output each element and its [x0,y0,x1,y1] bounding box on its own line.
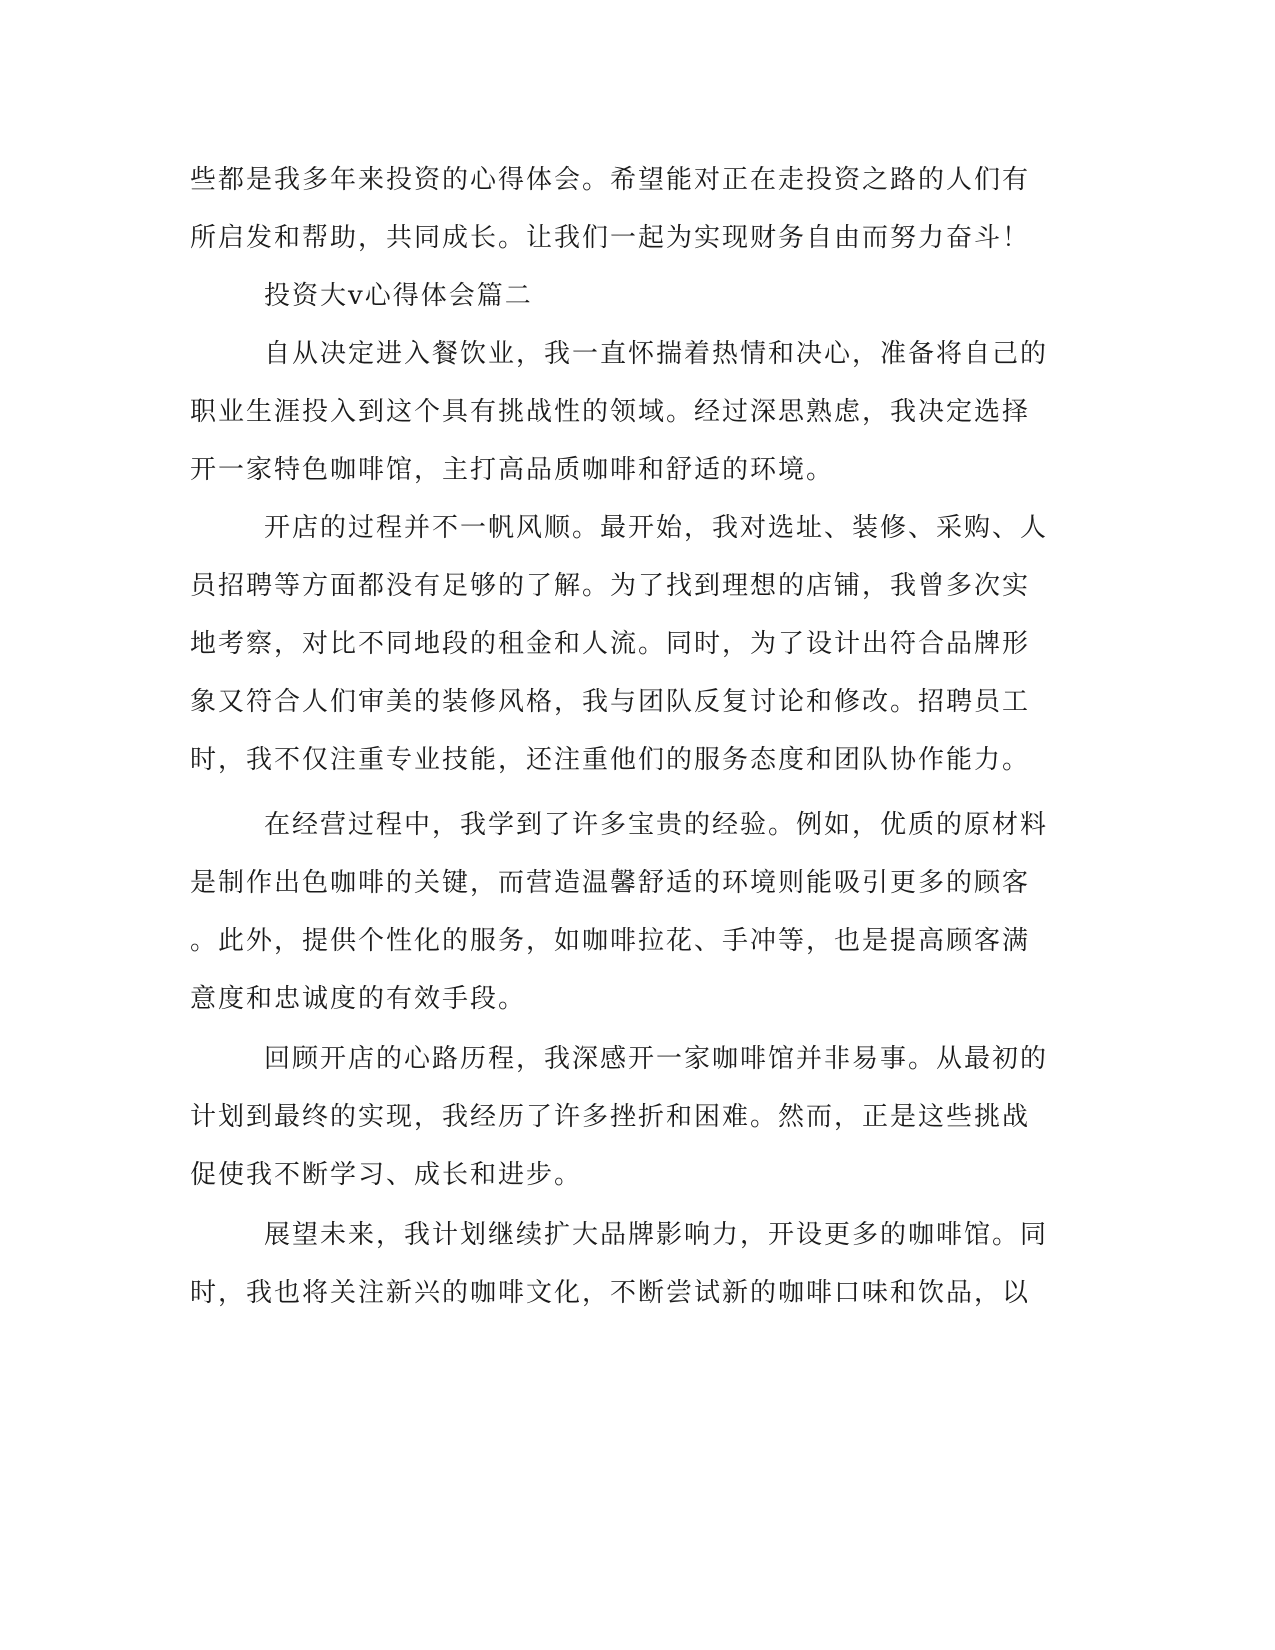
text-line: 开一家特色咖啡馆，主打高品质咖啡和舒适的环境。 [190,455,835,485]
text-line: 些都是我多年来投资的心得体会。希望能对正在走投资之路的人们有 [190,165,1031,195]
text-line: 职业生涯投入到这个具有挑战性的领域。经过深思熟虑，我决定选择 [190,397,1031,427]
text-line: 回顾开店的心路历程，我深感开一家咖啡馆并非易事。从最初的 [264,1044,1049,1074]
section-heading: 投资大v心得体会篇二 [264,281,533,311]
text-line: 促使我不断学习、成长和进步。 [190,1160,583,1190]
text-line: 在经营过程中，我学到了许多宝贵的经验。例如，优质的原材料 [264,810,1049,840]
text-line: 象又符合人们审美的装修风格，我与团队反复讨论和修改。招聘员工 [190,687,1031,717]
text-line: 时，我也将关注新兴的咖啡文化，不断尝试新的咖啡口味和饮品，以 [190,1278,1031,1308]
text-line: 开店的过程并不一帆风顺。最开始，我对选址、装修、采购、人 [264,513,1049,543]
text-line: 意度和忠诚度的有效手段。 [190,984,527,1014]
text-line: 计划到最终的实现，我经历了许多挫折和困难。然而，正是这些挑战 [190,1102,1031,1132]
text-line: 是制作出色咖啡的关键，而营造温馨舒适的环境则能吸引更多的顾客 [190,868,1031,898]
text-line: 展望未来，我计划继续扩大品牌影响力，开设更多的咖啡馆。同 [264,1220,1049,1250]
text-line: 时，我不仅注重专业技能，还注重他们的服务态度和团队协作能力。 [190,745,1031,775]
text-line: 员招聘等方面都没有足够的了解。为了找到理想的店铺，我曾多次实 [190,571,1031,601]
text-line: 所启发和帮助，共同成长。让我们一起为实现财务自由而努力奋斗！ [190,223,1031,253]
text-line: 自从决定进入餐饮业，我一直怀揣着热情和决心，准备将自己的 [264,339,1049,369]
text-line: 。此外，提供个性化的服务，如咖啡拉花、手冲等，也是提高顾客满 [190,926,1031,956]
text-line: 地考察，对比不同地段的租金和人流。同时，为了设计出符合品牌形 [190,629,1031,659]
